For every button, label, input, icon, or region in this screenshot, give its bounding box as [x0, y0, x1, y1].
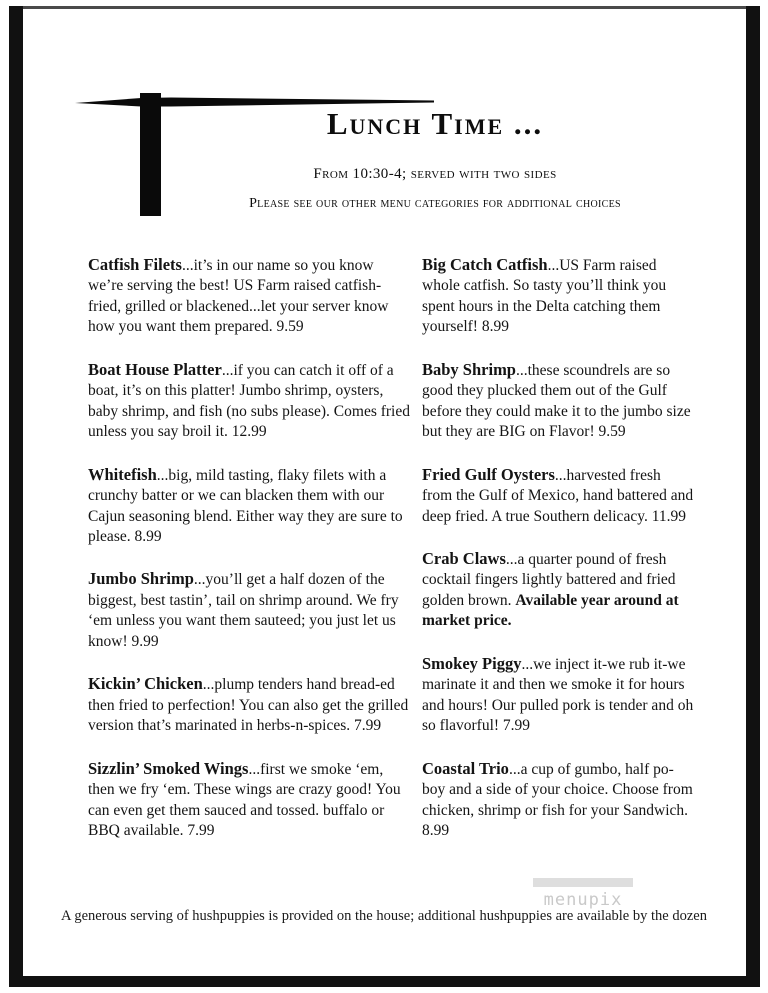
menu-item-fried-gulf-oysters	[422, 464, 694, 527]
header	[160, 106, 710, 212]
menu-item-crab-claws	[422, 548, 694, 632]
vertical-bar-graphic	[140, 93, 161, 216]
hushpuppies-footer: A generous serving of hushpuppies is provided on the house; additional hushpuppies are available by the dozen	[61, 908, 707, 924]
item-description: ...a cup of gumbo, half po-boy and a side of your choice. Choose from chicken, shrimp or fish for your Sandwich. 8.99	[422, 760, 693, 839]
page-edge-bottom	[9, 976, 760, 987]
item-name: Coastal Trio	[422, 758, 509, 778]
item-description: ...you’ll get a half dozen of the biggest, best tastin’, tail on shrimp around. We fry ‘em unless you want them sauteed; you just let us know! 9.99	[88, 571, 399, 650]
menu-item-kickin-chicken	[88, 673, 410, 736]
menu-item-whitefish	[88, 464, 410, 548]
item-name: Big Catch Catfish	[422, 255, 548, 274]
item-name: Fried Gulf Oysters	[422, 464, 555, 484]
page-edge-left	[9, 6, 23, 987]
hours-subtitle: From 10:30-4; served with two sides	[313, 166, 557, 182]
item-name: Boat House Platter	[88, 359, 222, 379]
menu-item-smokey-piggy	[422, 653, 694, 737]
menu-item-big-catch-catfish	[422, 254, 694, 338]
item-description: ...harvested fresh from the Gulf of Mexico, hand battered and deep fried. A true Southern delicacy. 11.99	[422, 466, 694, 525]
item-description: ...first we smoke ‘em, then we fry ‘em. These wings are crazy good! You can even get them sauced and tossed. buffalo or BBQ available. 7.99	[88, 760, 401, 839]
menu-column-right	[422, 254, 694, 862]
item-description: ...these scoundrels are so good they plucked them out of the Gulf before they could make it to the jumbo size but they are BIG on Flavor! 9.59	[422, 361, 691, 441]
item-description: ...it’s in our name so you know we’re serving the best! US Farm raised catfish-fried, grilled or blackened...let your server know how you want them prepared. 9.59	[88, 257, 389, 336]
item-description: ...plump tenders hand bread-ed then fried to perfection! You can also get the grilled version that’s marinated in herbs-n-spices. 7.99	[88, 676, 409, 735]
menupix-watermark	[533, 878, 633, 910]
item-description: ...US Farm raised whole catfish. So tasty you’ll think you spent hours in the Delta catching them yourself! 8.99	[422, 257, 667, 336]
page-edge-right	[746, 6, 760, 987]
menu-item-baby-shrimp	[422, 359, 694, 443]
item-name: Sizzlin’ Smoked Wings	[88, 758, 249, 778]
item-name: Catfish Filets	[88, 255, 182, 274]
item-name: Smokey Piggy	[422, 653, 522, 673]
menu-item-jumbo-shrimp	[88, 568, 410, 652]
watermark-bar	[533, 878, 633, 887]
item-name: Jumbo Shrimp	[88, 569, 194, 589]
menu-item-boat-house-platter	[88, 359, 410, 443]
page-edge-top	[9, 6, 760, 9]
item-description: ...if you can catch it off of a boat, it’s on this platter! Jumbo shrimp, oysters, baby shrimp, and fish (no subs please). Comes fried unless you say broil it. 12.99	[88, 361, 410, 441]
menu-item-catfish-filets	[88, 254, 410, 338]
watermark-text: menupix	[543, 890, 623, 910]
menu-column-left	[88, 254, 410, 862]
item-name: Kickin’ Chicken	[88, 674, 203, 694]
menu-item-sizzlin-smoked-wings	[88, 758, 410, 842]
item-name: Baby Shrimp	[422, 359, 516, 379]
item-description: ...big, mild tasting, flaky filets with a crunchy batter or we can blacken them with our Cajun seasoning blend. Either way they are sure to please. 8.99	[88, 466, 403, 545]
item-bold-note: Available year around at market price.	[422, 591, 679, 630]
item-description: ...a quarter pound of fresh cocktail fingers lightly battered and fried golden brown.	[422, 550, 676, 609]
menu-columns	[88, 254, 694, 862]
categories-note: Please see our other menu categories for additional choices	[249, 196, 621, 211]
item-description: ...we inject it-we rub it-we marinate it and then we smoke it for hours and hours! Our pulled pork is tender and oh so flavorful! 7.99	[422, 655, 694, 735]
item-name: Whitefish	[88, 464, 157, 484]
page-title: Lunch Time ...	[326, 106, 544, 141]
menu-item-coastal-trio	[422, 758, 694, 842]
item-name: Crab Claws	[422, 548, 506, 568]
